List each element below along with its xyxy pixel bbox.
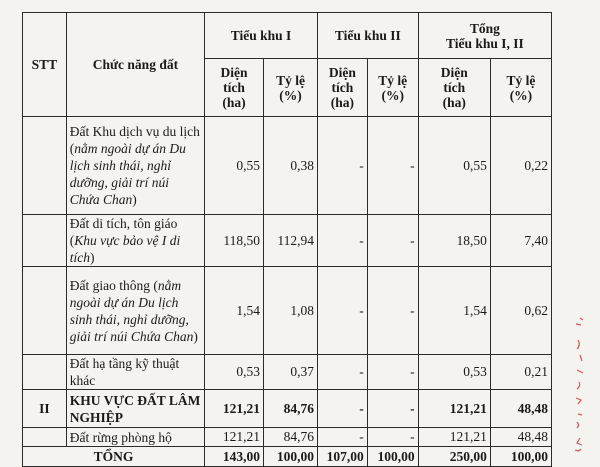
area-header: Diện tích (ha)	[205, 59, 264, 117]
function-header: Chức năng đất	[66, 13, 204, 117]
land-use-table	[22, 12, 552, 467]
zone1-header: Tiểu khu I	[205, 13, 318, 59]
ratio-header: Tỷ lệ (%)	[490, 59, 551, 117]
table-row: Đất hạ tầng kỹ thuật khác 0,53 0,37 - - 0,53 0,21	[23, 355, 552, 390]
row-name: Đất di tích, tôn giáo (Khu vực bảo vệ I di tích)	[66, 215, 204, 267]
table-row: Đất Khu dịch vụ du lịch (nằm ngoài dự án Du lịch sinh thái, nghỉ dưỡng, giải trí núi Chứa Chan) 0,55 0,38 - - 0,55 0,22	[23, 117, 552, 215]
area-header: Diện tích (ha)	[317, 59, 367, 117]
row-name: KHU VỰC ĐẤT LÂM NGHIỆP	[66, 390, 204, 428]
area-header: Diện tích (ha)	[418, 59, 490, 117]
total-label: TỔNG	[23, 447, 205, 467]
table-row: Đất rừng phòng hộ 121,21 84,76 - - 121,21 48,48	[23, 428, 552, 447]
table-row: Đất giao thông (nằm ngoài dự án Du lịch sinh thái, nghỉ dưỡng, giải trí núi Chứa Chan) 1,54 1,08 - - 1,54 0,62	[23, 267, 552, 355]
row-name: Đất hạ tầng kỹ thuật khác	[66, 355, 204, 390]
ratio-header: Tỷ lệ (%)	[264, 59, 318, 117]
zone2-header: Tiểu khu II	[317, 13, 418, 59]
stt-header: STT	[23, 13, 67, 117]
table-row: II KHU VỰC ĐẤT LÂM NGHIỆP 121,21 84,76 - - 121,21 48,48	[23, 390, 552, 428]
ratio-header: Tỷ lệ (%)	[367, 59, 418, 117]
table-row: Đất di tích, tôn giáo (Khu vực bảo vệ I di tích) 118,50 112,94 - - 18,50 7,40	[23, 215, 552, 267]
row-name: Đất giao thông (nằm ngoài dự án Du lịch sinh thái, nghỉ dưỡng, giải trí núi Chứa Chan)	[66, 267, 204, 355]
row-name: Đất rừng phòng hộ	[66, 428, 204, 447]
red-stamp-mark	[558, 310, 598, 460]
total-row: TỔNG 143,00 100,00 107,00 100,00 250,00 100,00	[23, 447, 552, 467]
row-name: Đất Khu dịch vụ du lịch (nằm ngoài dự án Du lịch sinh thái, nghỉ dưỡng, giải trí núi Chứa Chan)	[66, 117, 204, 215]
total-zone-header: Tổng Tiểu khu I, II	[418, 13, 551, 59]
